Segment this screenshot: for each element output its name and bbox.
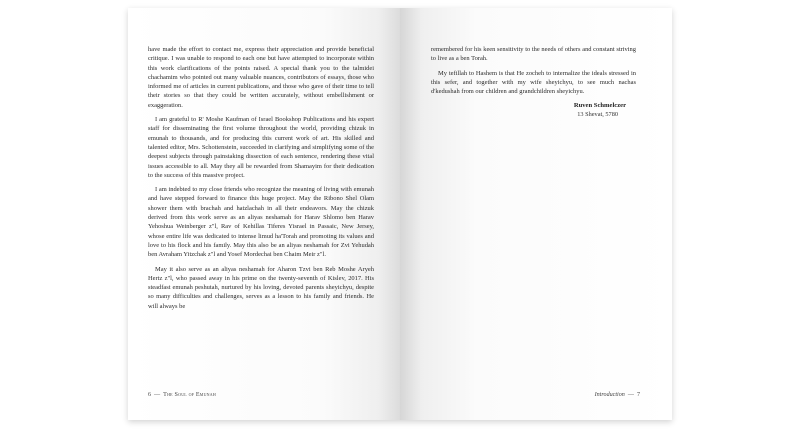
folio-separator: —	[627, 392, 634, 398]
paragraph: remembered for his keen sensitivity to the needs of others and constant striving to live as a ben Torah.	[431, 46, 636, 63]
open-book	[128, 8, 672, 420]
folio-separator: —	[154, 392, 161, 398]
page-number: 6	[148, 392, 152, 398]
paragraph: May it also serve as an aliyas neshamah for Aharon Tzvi ben Reb Moshe Aryeh Hertz z"l, who passed away in his prime on the twenty-seventh of Kislev, 2017. His steadfast emunah peshutah, nurtured by his loving, devoted parents sheyichyu, despite so many difficulties and challenges, serves as a lesson to his family and friends. He will always be	[148, 265, 374, 310]
paragraph: have made the effort to contact me, express their appreciation and provide beneficial critique. I was unable to respond to each one but have attempted to incorporate within this work clarifications of the points raised. A special thank you to the talmidei chachamim who pointed out many valuable nuances, contributors of essays, those who informed me of articles in current publications, and those who gave of their time to tell their stories so that they could be written accurately, without embellishment or exaggeration.	[148, 46, 374, 109]
paragraph: I am indebted to my close friends who recognize the meaning of living with emunah and have stepped forward to finance this huge project. May the Ribono Shel Olam shower them with brachah and hatzlachah in all their endeavors. May the chizuk derived from this work serve as an aliyas neshamah for Harav Shlomo ben Harav Yehoshua Weinberger z"l, Rav of Kehillas Tiferes Yisrael in Passaic, New Jersey, whose entire life was dedicated to intense limud ha'Torah and promoting its values and love to his flock and his family. May this also be an aliyas neshamah for Zvi Yehudah ben Avraham Yitzchak z"l and Yosef Mordechai ben Chaim Meir z"l.	[148, 186, 374, 259]
left-page	[128, 8, 400, 420]
right-folio	[595, 391, 640, 399]
paragraph: I am grateful to R' Moshe Kaufman of Israel Bookshop Publications and his expert staff for disseminating the first volume throughout the world, providing chizuk in emunah to thousands, and for producing this current work of art. His skilled and talented editor, Mrs. Schottenstein, succeeded in clarifying and simplifying some of the deepest subjects through painstaking dissection of each sentence, rendering these vital issues accessible to all. May they all be rewarded from Shamayim for their dedication to the success of this massive project.	[148, 116, 374, 179]
left-page-text	[148, 45, 374, 316]
right-page-text	[431, 45, 636, 119]
paragraph: My tefillah to Hashem is that He zocheh to internalize the ideals stressed in this sefer, and together with my wife sheyichyu, to see much nachas d'kedushah from our children and grandchildren sheyichyu.	[431, 69, 636, 96]
signature-date: 13 Shevat, 5780	[577, 111, 618, 119]
left-folio	[148, 391, 216, 399]
page-number: 7	[636, 392, 640, 398]
right-page	[400, 8, 672, 420]
signature-name: Ruven Schmelczer	[573, 102, 626, 110]
signature-block	[431, 101, 626, 119]
running-head-title: The Soul of Emunah	[163, 392, 216, 398]
running-head-section: Introduction	[594, 392, 625, 398]
